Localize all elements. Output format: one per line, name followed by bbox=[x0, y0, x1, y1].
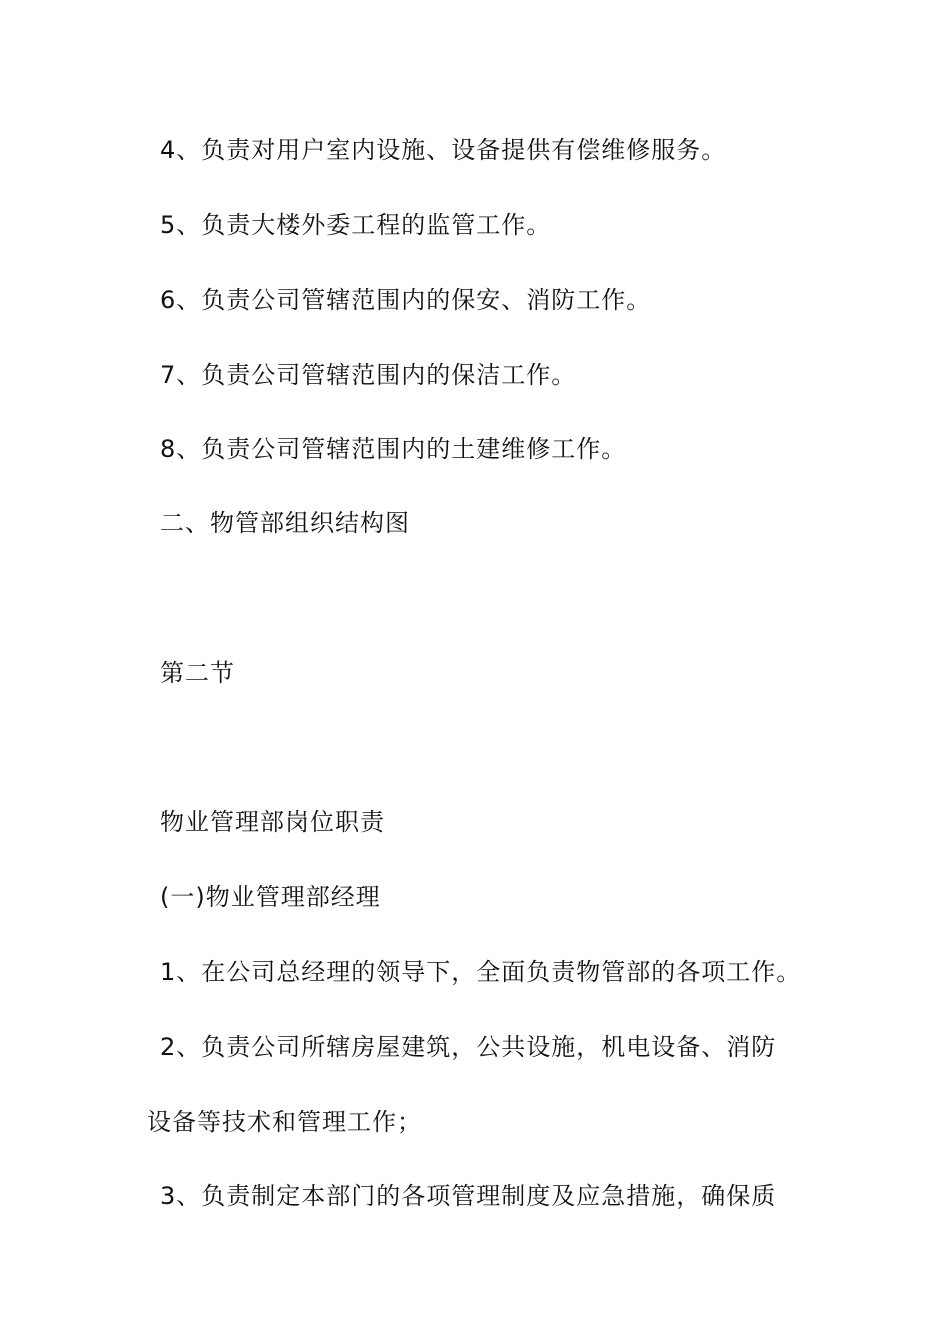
section-heading-job-duties: 物业管理部岗位职责 bbox=[160, 808, 385, 836]
manager-duty-1: 1、在公司总经理的领导下，全面负责物管部的各项工作。 bbox=[160, 958, 802, 986]
manager-duty-3: 3、负责制定本部门的各项管理制度及应急措施，确保质 bbox=[160, 1182, 777, 1210]
duty-item-7: 7、负责公司管辖范围内的保洁工作。 bbox=[160, 361, 577, 389]
duty-item-6: 6、负责公司管辖范围内的保安、消防工作。 bbox=[160, 286, 652, 314]
subsection-heading-manager: (一)物业管理部经理 bbox=[160, 883, 381, 911]
section-heading-second: 第二节 bbox=[160, 659, 235, 687]
duty-item-8: 8、负责公司管辖范围内的土建维修工作。 bbox=[160, 435, 627, 463]
manager-duty-2-continued: 设备等技术和管理工作； bbox=[147, 1108, 422, 1136]
manager-duty-2: 2、负责公司所辖房屋建筑，公共设施，机电设备、消防 bbox=[160, 1033, 777, 1061]
duty-item-5: 5、负责大楼外委工程的监管工作。 bbox=[160, 211, 552, 239]
duty-item-4: 4、负责对用户室内设施、设备提供有偿维修服务。 bbox=[160, 136, 727, 164]
section-heading-org-chart: 二、物管部组织结构图 bbox=[160, 509, 410, 537]
